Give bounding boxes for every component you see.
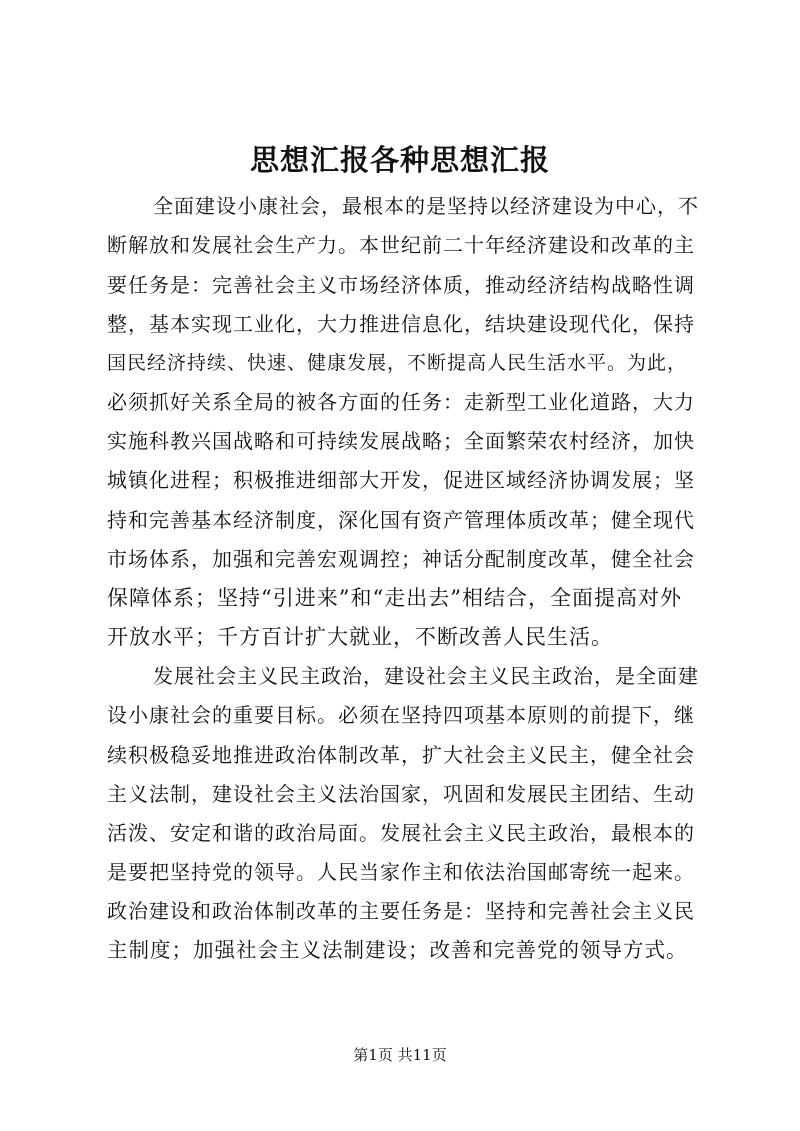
- text-line: 要任务是：完善社会主义市场经济体质，推动经济结构战略性调: [107, 273, 695, 297]
- page-number-footer: 第1页 共11页: [353, 1046, 447, 1064]
- text-line: 政治建设和政治体制改革的主要任务是：坚持和完善社会主义民: [107, 899, 695, 923]
- text-line: 实施科教兴国战略和可持续发展战略；全面繁荣农村经济，加快: [107, 429, 695, 453]
- text-line: 活泼、安定和谐的政治局面。发展社会主义民主政治，最根本的: [107, 821, 695, 845]
- text-line: 必须抓好关系全局的被各方面的任务：走新型工业化道路，大力: [107, 390, 695, 414]
- text-line: 国民经济持续、快速、健康发展，不断提高人民生活水平。为此，: [107, 352, 688, 374]
- text-line: 开放水平；千方百计扩大就业，不断改善人民生活。: [107, 625, 613, 649]
- text-line: 主制度；加强社会主义法制建设；改善和完善党的领导方式。: [107, 938, 688, 962]
- page-title: 思想汇报各种思想汇报: [249, 143, 550, 177]
- text-line: 持和完善基本经济制度，深化国有资产管理体质改革；健全现代: [107, 508, 695, 532]
- text-line: 保障体系；坚持“引进来”和“走出去”相结合，全面提高对外: [107, 586, 682, 610]
- text-line: 是要把坚持党的领导。人民当家作主和依法治国邮寄统一起来。: [107, 860, 695, 884]
- text-line: 设小康社会的重要目标。必须在坚持四项基本原则的前提下，继: [107, 703, 695, 727]
- text-line: 整，基本实现工业化，大力推进信息化，结块建设现代化，保持: [107, 312, 695, 336]
- text-line: 断解放和发展社会生产力。本世纪前二十年经济建设和改革的主: [107, 233, 695, 257]
- text-line: 发展社会主义民主政治，建设社会主义民主政治，是全面建: [153, 664, 699, 688]
- text-line: 城镇化进程；积极推进细部大开发，促进区域经济协调发展；坚: [107, 468, 695, 492]
- text-line: 主义法制，建设社会主义法治国家，巩固和发展民主团结、生动: [107, 782, 695, 806]
- text-line: 全面建设小康社会，最根本的是坚持以经济建设为中心，不: [153, 194, 699, 218]
- text-line: 续积极稳妥地推进政治体制改革，扩大社会主义民主，健全社会: [107, 743, 695, 767]
- text-line: 市场体系，加强和完善宏观调控；神话分配制度改革，健全社会: [107, 547, 695, 571]
